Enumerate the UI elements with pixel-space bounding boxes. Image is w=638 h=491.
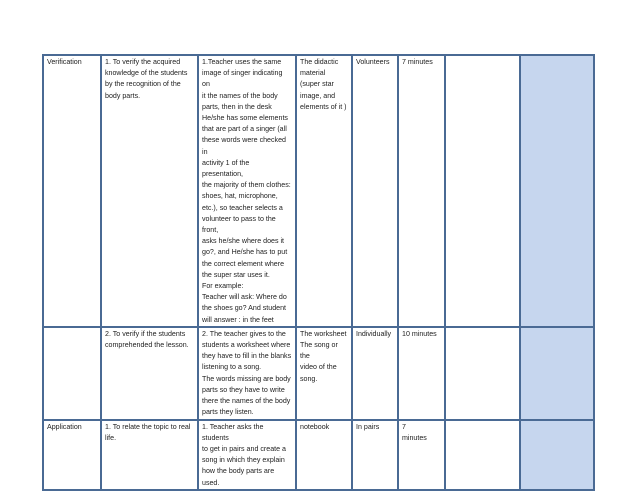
shaded-cell <box>520 55 594 327</box>
stage-cell <box>43 327 101 420</box>
table-row <box>43 55 594 327</box>
stage-cell: Application <box>43 420 101 490</box>
blank-cell <box>445 55 520 327</box>
lesson-plan-table <box>42 54 595 491</box>
time-cell: 7 minutes <box>398 420 445 490</box>
resources-cell: notebook <box>296 420 352 490</box>
resources-cell: The didactic material (super star image, and elements of it ) <box>296 55 352 327</box>
table-row <box>43 420 594 490</box>
procedure-cell: 1. Teacher asks the students to get in pairs and create a song in which they explain how the body parts are used. <box>198 420 296 490</box>
organization-cell: Volunteers <box>352 55 398 327</box>
stage-cell: Verification <box>43 55 101 327</box>
objective-cell: 1. To verify the acquired knowledge of the students by the recognition of the body parts. <box>101 55 198 327</box>
blank-cell <box>445 420 520 490</box>
blank-cell <box>445 327 520 420</box>
objective-cell: 1. To relate the topic to real life. <box>101 420 198 490</box>
organization-cell: Individually <box>352 327 398 420</box>
resources-cell: The worksheet The song or the video of the song. <box>296 327 352 420</box>
objective-cell: 2. To verify if the students comprehended the lesson. <box>101 327 198 420</box>
organization-cell: In pairs <box>352 420 398 490</box>
table-row <box>43 327 594 420</box>
time-cell: 7 minutes <box>398 55 445 327</box>
time-cell: 10 minutes <box>398 327 445 420</box>
procedure-cell: 1.Teacher uses the same image of singer indicating on it the names of the body parts, then in the desk He/she has some elements that are part of a singer (all these words were checked in activity 1 of the presentation, the majority of them clothes: shoes, hat, microphone, etc.), so teacher selects a volunteer to pass to the front, asks he/she where does it go?, and He/she has to put the correct element where the super star uses it. For example: Teacher will ask: Where do the shoes go? And student will answer : in the feet <box>198 55 296 327</box>
procedure-cell: 2. The teacher gives to the students a worksheet where they have to fill in the blanks listening to a song. The words missing are body parts so they have to write there the names of the body parts they listen. <box>198 327 296 420</box>
shaded-cell <box>520 420 594 490</box>
shaded-cell <box>520 327 594 420</box>
